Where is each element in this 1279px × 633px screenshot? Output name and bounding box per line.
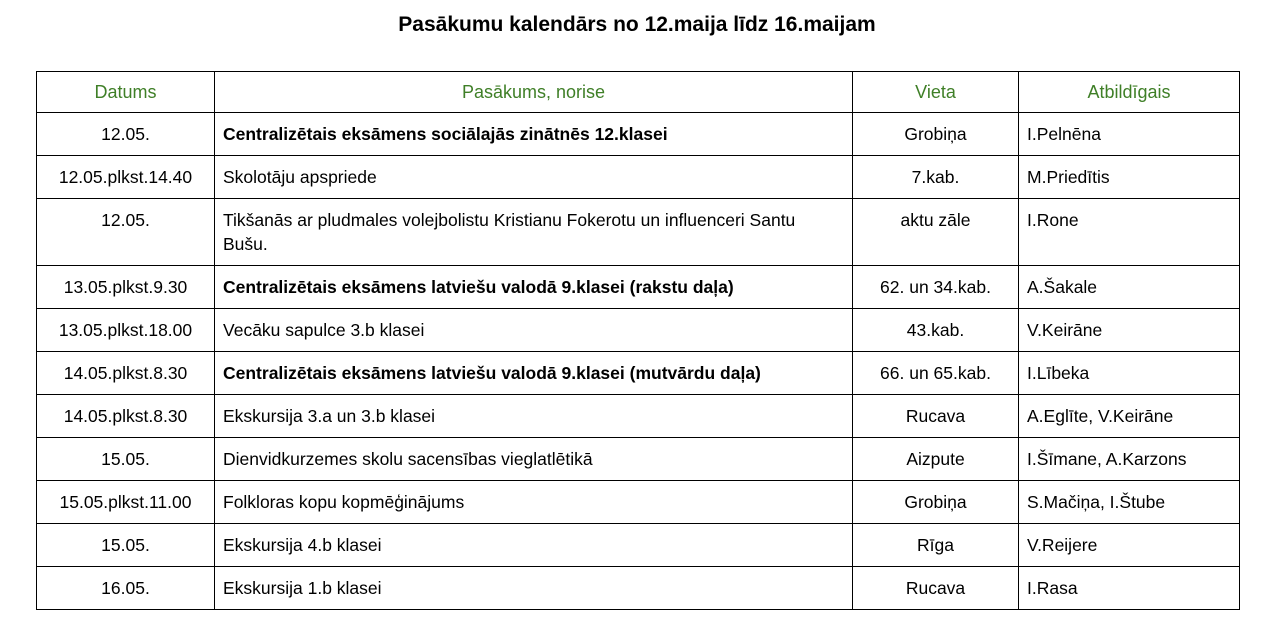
date-cell: 12.05. — [37, 199, 215, 266]
responsible-cell: S.Mačiņa, I.Štube — [1019, 481, 1240, 524]
place-cell: Grobiņa — [853, 113, 1019, 156]
date-cell: 13.05.plkst.18.00 — [37, 309, 215, 352]
date-cell: 15.05.plkst.11.00 — [37, 481, 215, 524]
responsible-cell: I.Rasa — [1019, 567, 1240, 610]
responsible-cell: A.Šakale — [1019, 266, 1240, 309]
event-cell: Ekskursija 1.b klasei — [215, 567, 853, 610]
table-row — [37, 567, 1240, 610]
event-cell: Dienvidkurzemes skolu sacensības vieglatlētikā — [215, 438, 853, 481]
place-cell: 7.kab. — [853, 156, 1019, 199]
place-cell: 43.kab. — [853, 309, 1019, 352]
responsible-cell: I.Rone — [1019, 199, 1240, 266]
table-row — [37, 156, 1240, 199]
responsible-cell: V.Reijere — [1019, 524, 1240, 567]
event-cell: Skolotāju apspriede — [215, 156, 853, 199]
table-row — [37, 438, 1240, 481]
event-cell: Vecāku sapulce 3.b klasei — [215, 309, 853, 352]
table-row — [37, 524, 1240, 567]
event-cell: Centralizētais eksāmens sociālajās zinātnēs 12.klasei — [215, 113, 853, 156]
place-cell: Rīga — [853, 524, 1019, 567]
date-cell: 15.05. — [37, 438, 215, 481]
date-cell: 12.05. — [37, 113, 215, 156]
column-header-place: Vieta — [853, 72, 1019, 113]
date-cell: 12.05.plkst.14.40 — [37, 156, 215, 199]
responsible-cell: I.Pelnēna — [1019, 113, 1240, 156]
place-cell: Rucava — [853, 395, 1019, 438]
column-header-date: Datums — [37, 72, 215, 113]
table-row — [37, 266, 1240, 309]
date-cell: 14.05.plkst.8.30 — [37, 352, 215, 395]
place-cell: 62. un 34.kab. — [853, 266, 1019, 309]
event-cell: Centralizētais eksāmens latviešu valodā 9.klasei (rakstu daļa) — [215, 266, 853, 309]
responsible-cell: I.Lībeka — [1019, 352, 1240, 395]
event-cell: Tikšanās ar pludmales volejbolistu Kristianu Fokerotu un influenceri Santu Bušu. — [215, 199, 853, 266]
table-row — [37, 199, 1240, 266]
events-table — [36, 71, 1240, 610]
place-cell: Aizpute — [853, 438, 1019, 481]
responsible-cell: M.Priedītis — [1019, 156, 1240, 199]
event-cell: Centralizētais eksāmens latviešu valodā 9.klasei (mutvārdu daļa) — [215, 352, 853, 395]
table-row — [37, 395, 1240, 438]
table-row — [37, 481, 1240, 524]
column-header-event: Pasākums, norise — [215, 72, 853, 113]
responsible-cell: A.Eglīte, V.Keirāne — [1019, 395, 1240, 438]
place-cell: aktu zāle — [853, 199, 1019, 266]
place-cell: 66. un 65.kab. — [853, 352, 1019, 395]
table-row — [37, 113, 1240, 156]
place-cell: Rucava — [853, 567, 1019, 610]
place-cell: Grobiņa — [853, 481, 1019, 524]
table-row — [37, 309, 1240, 352]
date-cell: 13.05.plkst.9.30 — [37, 266, 215, 309]
column-header-responsible: Atbildīgais — [1019, 72, 1240, 113]
event-cell: Folkloras kopu kopmēģinājums — [215, 481, 853, 524]
responsible-cell: I.Šīmane, A.Karzons — [1019, 438, 1240, 481]
table-row — [37, 352, 1240, 395]
date-cell: 15.05. — [37, 524, 215, 567]
date-cell: 14.05.plkst.8.30 — [37, 395, 215, 438]
event-cell: Ekskursija 4.b klasei — [215, 524, 853, 567]
page-title: Pasākumu kalendārs no 12.maija līdz 16.maijam — [398, 13, 876, 36]
date-cell: 16.05. — [37, 567, 215, 610]
responsible-cell: V.Keirāne — [1019, 309, 1240, 352]
table-header-row — [37, 72, 1240, 113]
event-cell: Ekskursija 3.a un 3.b klasei — [215, 395, 853, 438]
